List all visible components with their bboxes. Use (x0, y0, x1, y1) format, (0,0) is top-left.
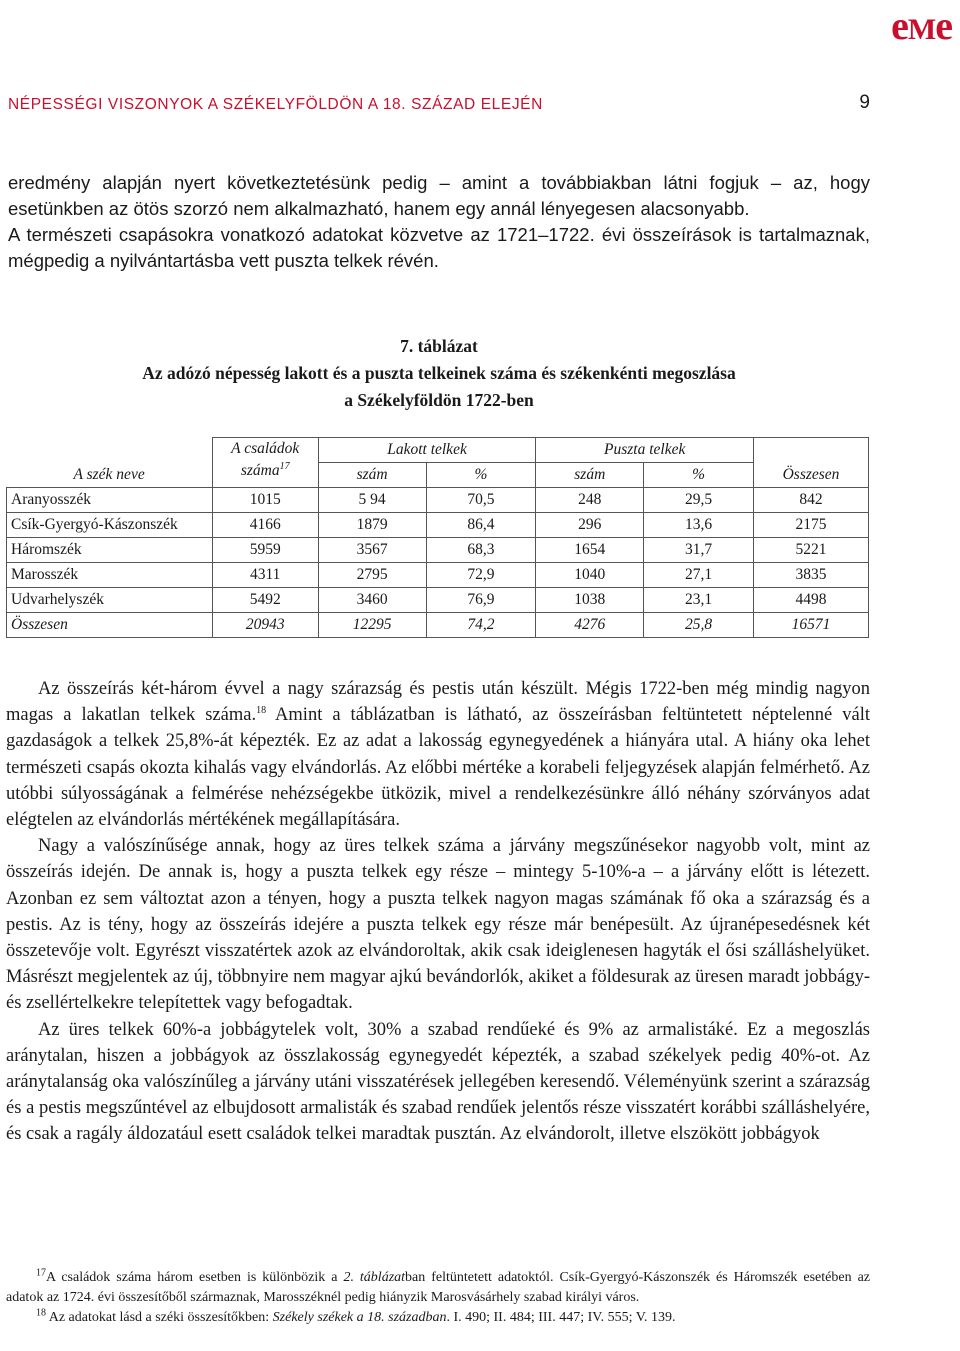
header-families: A családok száma$^{17}$ (212, 438, 318, 488)
running-head: NÉPESSÉGI VISZONYOK A SZÉKELYFÖLDÖN A 18. SZÁZAD ELEJÉN (8, 96, 543, 113)
footnote-18: $^{18}$ Az adatokat lásd a széki összesítőkben: Székely székek a 18. században. I. 490; II. 484; III. 447; IV. 555; V. 139. (36, 1307, 676, 1325)
intro-paragraph-2: A természeti csapásokra vonatkozó adatokat közvetve az 1721–1722. évi összeírások is tartalmaznak, mégpedig a nyilvántartásba vett puszta telkek révén. (8, 224, 870, 271)
header-deserted-percent: % (644, 463, 754, 488)
population-table (6, 437, 869, 638)
intro-text (8, 170, 870, 274)
footnotes (6, 1268, 870, 1328)
table-row: Marosszék 4311 2795 72,9 1040 27,1 3835 (7, 563, 869, 588)
table-row: Háromszék 5959 3567 68,3 1654 31,7 5221 (7, 538, 869, 563)
footnote-ref-18[interactable]: 18 (256, 705, 267, 717)
header-deserted-count: szám (536, 463, 644, 488)
intro-paragraph-1: eredmény alapján nyert következtetésünk pedig – amint a továbbiakban látni fogjuk – az, hogy esetünkben az ötös szorzó nem alkalmazható, hanem egy annál lényegesen alacsonyabb. (8, 172, 870, 219)
table-number: 7. táblázat (400, 336, 478, 356)
table-row: Aranyosszék 1015 5 94 70,5 248 29,5 842 (7, 488, 869, 513)
table-row: Csík-Gyergyó-Kászonszék 4166 1879 86,4 296 13,6 2175 (7, 513, 869, 538)
table-row: Udvarhelyszék 5492 3460 76,9 1038 23,1 4498 (7, 588, 869, 613)
header-name: A szék neve (7, 438, 213, 488)
page-number: 9 (859, 92, 870, 113)
table-title-line-1: Az adózó népesség lakott és a puszta telkeinek száma és székenkénti megoszlása (142, 363, 736, 383)
footnote-17: $^{17}$A családok száma három esetben is különbözik a 2. táblázatban feltüntetett adatoktól. Csík-Gyergyó-Kászonszék és Háromszék esetében az adatok az 1724. évi összesítőből származnak, Marosszéknél pedig hiányzik Marosvásárhely szabad királyi város. (6, 1267, 870, 1305)
header-total: Összesen (754, 438, 869, 488)
header-inhabited: Lakott telkek (318, 438, 536, 463)
body-paragraph-3: Az üres telkek 60%-a jobbágytelek volt, 30% a szabad rendűeké és 9% az armalistáké. Ez a megoszlás aránytalan, hiszen a jobbágyok az összlakosság egynegyedét képezték, a szabad székelyek pedig 40%-ot. Az aránytalanság oka valószínűleg a járvány utáni visszatérések jellegében keresendő. Véleményünk szerint a szárazság és a pestis megszűntével az elbujdosott armalisták és szabad rendűek jelentős része visszatért korábbi szálláshelyére, és csak a ragály áldozatául esett családok telkei maradtak pusztán. Az elvándorolt, illetve elszökött jobbágyok (6, 1019, 870, 1145)
header-deserted: Puszta telkek (536, 438, 754, 463)
table-header-row-1 (7, 438, 869, 463)
table-total-row: Összesen 20943 12295 74,2 4276 25,8 16571 (7, 613, 869, 638)
body-paragraph-1: Az összeírás két-három évvel a nagy szárazság és pestis után készült. Mégis 1722-ben még mindig nagyon magas a lakatlan telkek száma.$^{18}$ Amint a táblázatban is látható, az összeírásban feltüntetett néptelenné vált gazdaságok a telkek 25,8%-át képezték. Ez az adat a lakosság egynegyedének a hiányára utal. A hiány oka lehet természeti csapás okozta kihalás vagy elvándorlás. Az előbbi mértéke a korabeli feljegyzések alapján felmérhető. Az utóbbi súlyosságának a felmérése nehézségekbe ütközik, mivel a rendelkezésünkre álló néhány szórványos adat elégtelen az elvándorlás mértékének megállapítására. (6, 679, 870, 831)
footnote-ref-17[interactable]: 17 (279, 460, 290, 472)
header-inhabited-percent: % (426, 463, 536, 488)
journal-logo: eMe (891, 3, 952, 48)
table-caption (8, 333, 870, 414)
body-paragraph-2: Nagy a valószínűsége annak, hogy az üres telkek száma a járvány megszűnésekor nagyobb volt, mint az összeírás idején. De annak is, hogy a puszta telkek egy része – mintegy 5-10%-a – a járvány előtt is létezett. Azonban ez sem változtat azon a tényen, hogy a puszta telkek nagyon magas számának fő oka a szárazság és a pestis. Az is tény, hogy az összeírás idejére a puszta telkek egy része már benépesült. Az újranépesedésnek két összetevője volt. Egyrészt visszatértek azok az elvándoroltak, akik csak ideiglenesen hagyták el ősi szálláshelyüket. Másrészt megjelentek az új, többnyire nem magyar ajkú bevándorlók, akiket a földesurak az üresen maradt jobbágy- és zsellértelkekre telepítettek vagy befogadtak. (6, 836, 870, 1014)
table-title-line-2: a Székelyföldön 1722-ben (344, 390, 534, 410)
body-text (6, 676, 870, 1148)
header-inhabited-count: szám (318, 463, 426, 488)
